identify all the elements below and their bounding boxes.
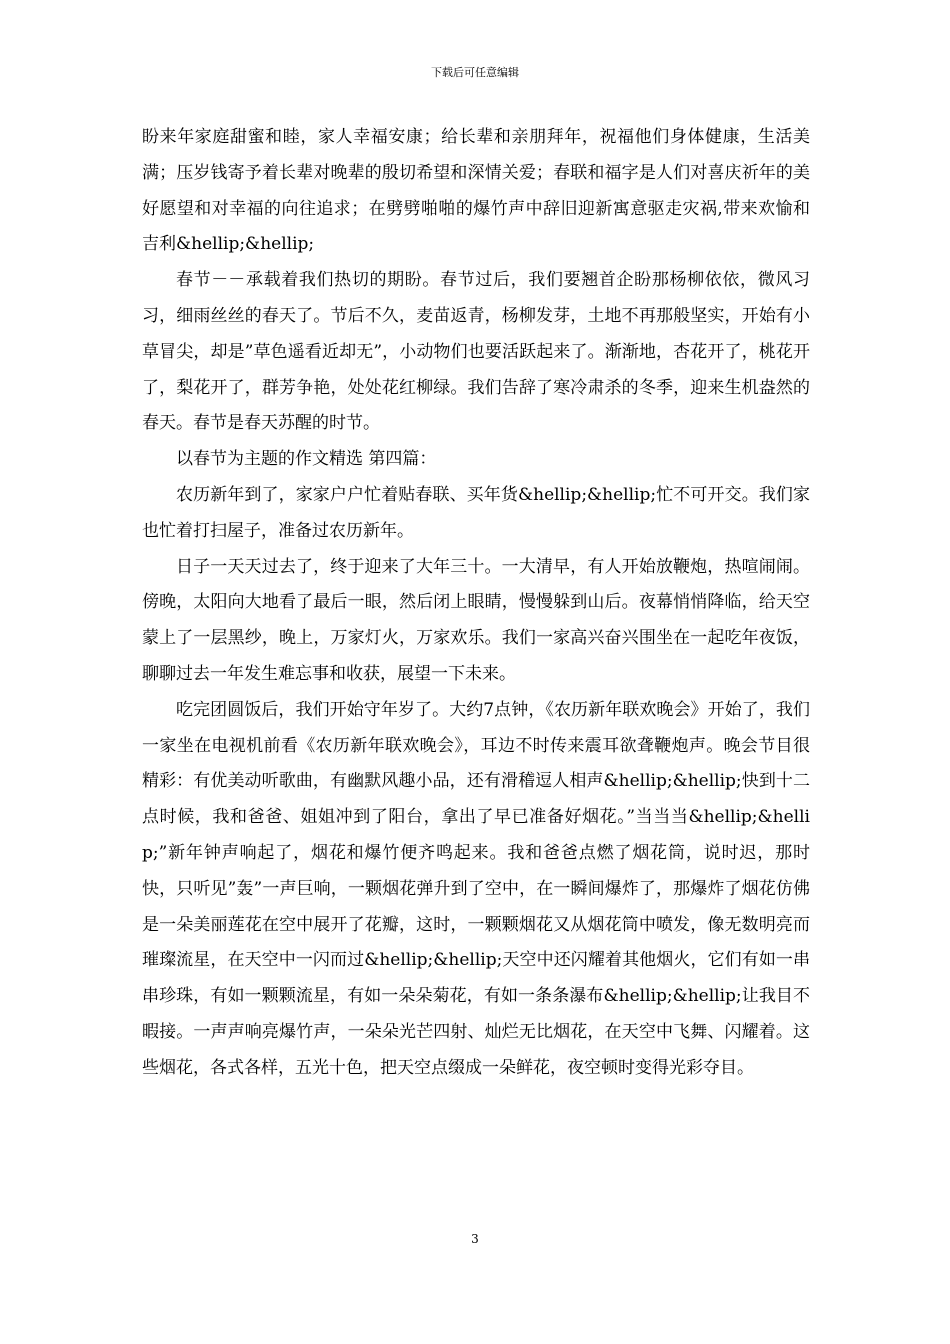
- paragraph-5: 吃完团圆饭后，我们开始守年岁了。大约7点钟，《农历新年联欢晚会》开始了，我们一家坐在电视机前看《农历新年联欢晚会》，耳边不时传来震耳欲聋鞭炮声。晚会节目很精彩：有优美动听歌曲，有幽默风趣小品，还有滑稽逗人相声&hellip;&hellip;快到十二点时候，我和爸爸、姐姐冲到了阳台，拿出了早已准备好烟花。”当当当&hellip;&hellip;”新年钟声响起了，烟花和爆竹便齐鸣起来。我和爸爸点燃了烟花筒，说时迟，那时快，只听见”轰”一声巨响，一颗烟花弹升到了空中，在一瞬间爆炸了，那爆炸了烟花仿佛是一朵美丽莲花在空中展开了花瓣，这时，一颗颗烟花又从烟花筒中喷发，像无数明亮而璀璨流星，在天空中一闪而过&hellip;&hellip;天空中还闪耀着其他烟火，它们有如一串串珍珠，有如一颗颗流星，有如一朵朵菊花，有如一条条瀑布&hellip;&hellip;让我目不暇接。一声声响亮爆竹声，一朵朵光芒四射、灿烂无比烟花，在天空中飞舞、闪耀着。这些烟花，各式各样，五光十色，把天空点缀成一朵鲜花，夜空顿时变得光彩夺目。: [142, 699, 810, 1078]
- document-body: [142, 120, 810, 1087]
- page-number: 3: [471, 1232, 479, 1246]
- paragraph-2: 春节－－承载着我们热切的期盼。春节过后，我们要翘首企盼那杨柳依依，微风习习，细雨丝丝的春天了。节后不久，麦苗返青，杨柳发芽，土地不再那般坚实，开始有小草冒尖，却是”草色遥看近却无”，小动物们也要活跃起来了。渐渐地，杏花开了，桃花开了，梨花开了，群芳争艳，处处花红柳绿。我们告辞了寒冷肃杀的冬季，迎来生机盎然的春天。春节是春天苏醒的时节。: [142, 270, 810, 434]
- paragraph-3: 农历新年到了，家家户户忙着贴春联、买年货&hellip;&hellip;忙不可开交。我们家也忙着打扫屋子，准备过农历新年。: [142, 484, 810, 541]
- paragraph-1: 盼来年家庭甜蜜和睦，家人幸福安康；给长辈和亲朋拜年，祝福他们身体健康，生活美满；压岁钱寄予着长辈对晚辈的殷切希望和深情关爱；春联和福字是人们对喜庆祈年的美好愿望和对幸福的向往追求；在劈劈啪啪的爆竹声中辞旧迎新寓意驱走灾祸,带来欢愉和吉利&hellip;&hellip;: [142, 127, 810, 255]
- section-heading: 以春节为主题的作文精选 第四篇：: [176, 449, 437, 470]
- page-header: 下载后可任意编辑: [431, 66, 519, 79]
- paragraph-4: 日子一天天过去了，终于迎来了大年三十。一大清早，有人开始放鞭炮，热喧闹闹。傍晚，太阳向大地看了最后一眼，然后闭上眼睛，慢慢躲到山后。夜幕悄悄降临，给天空蒙上了一层黑纱，晚上，万家灯火，万家欢乐。我们一家高兴奋兴围坐在一起吃年夜饭，聊聊过去一年发生难忘事和收获，展望一下未来。: [142, 556, 810, 684]
